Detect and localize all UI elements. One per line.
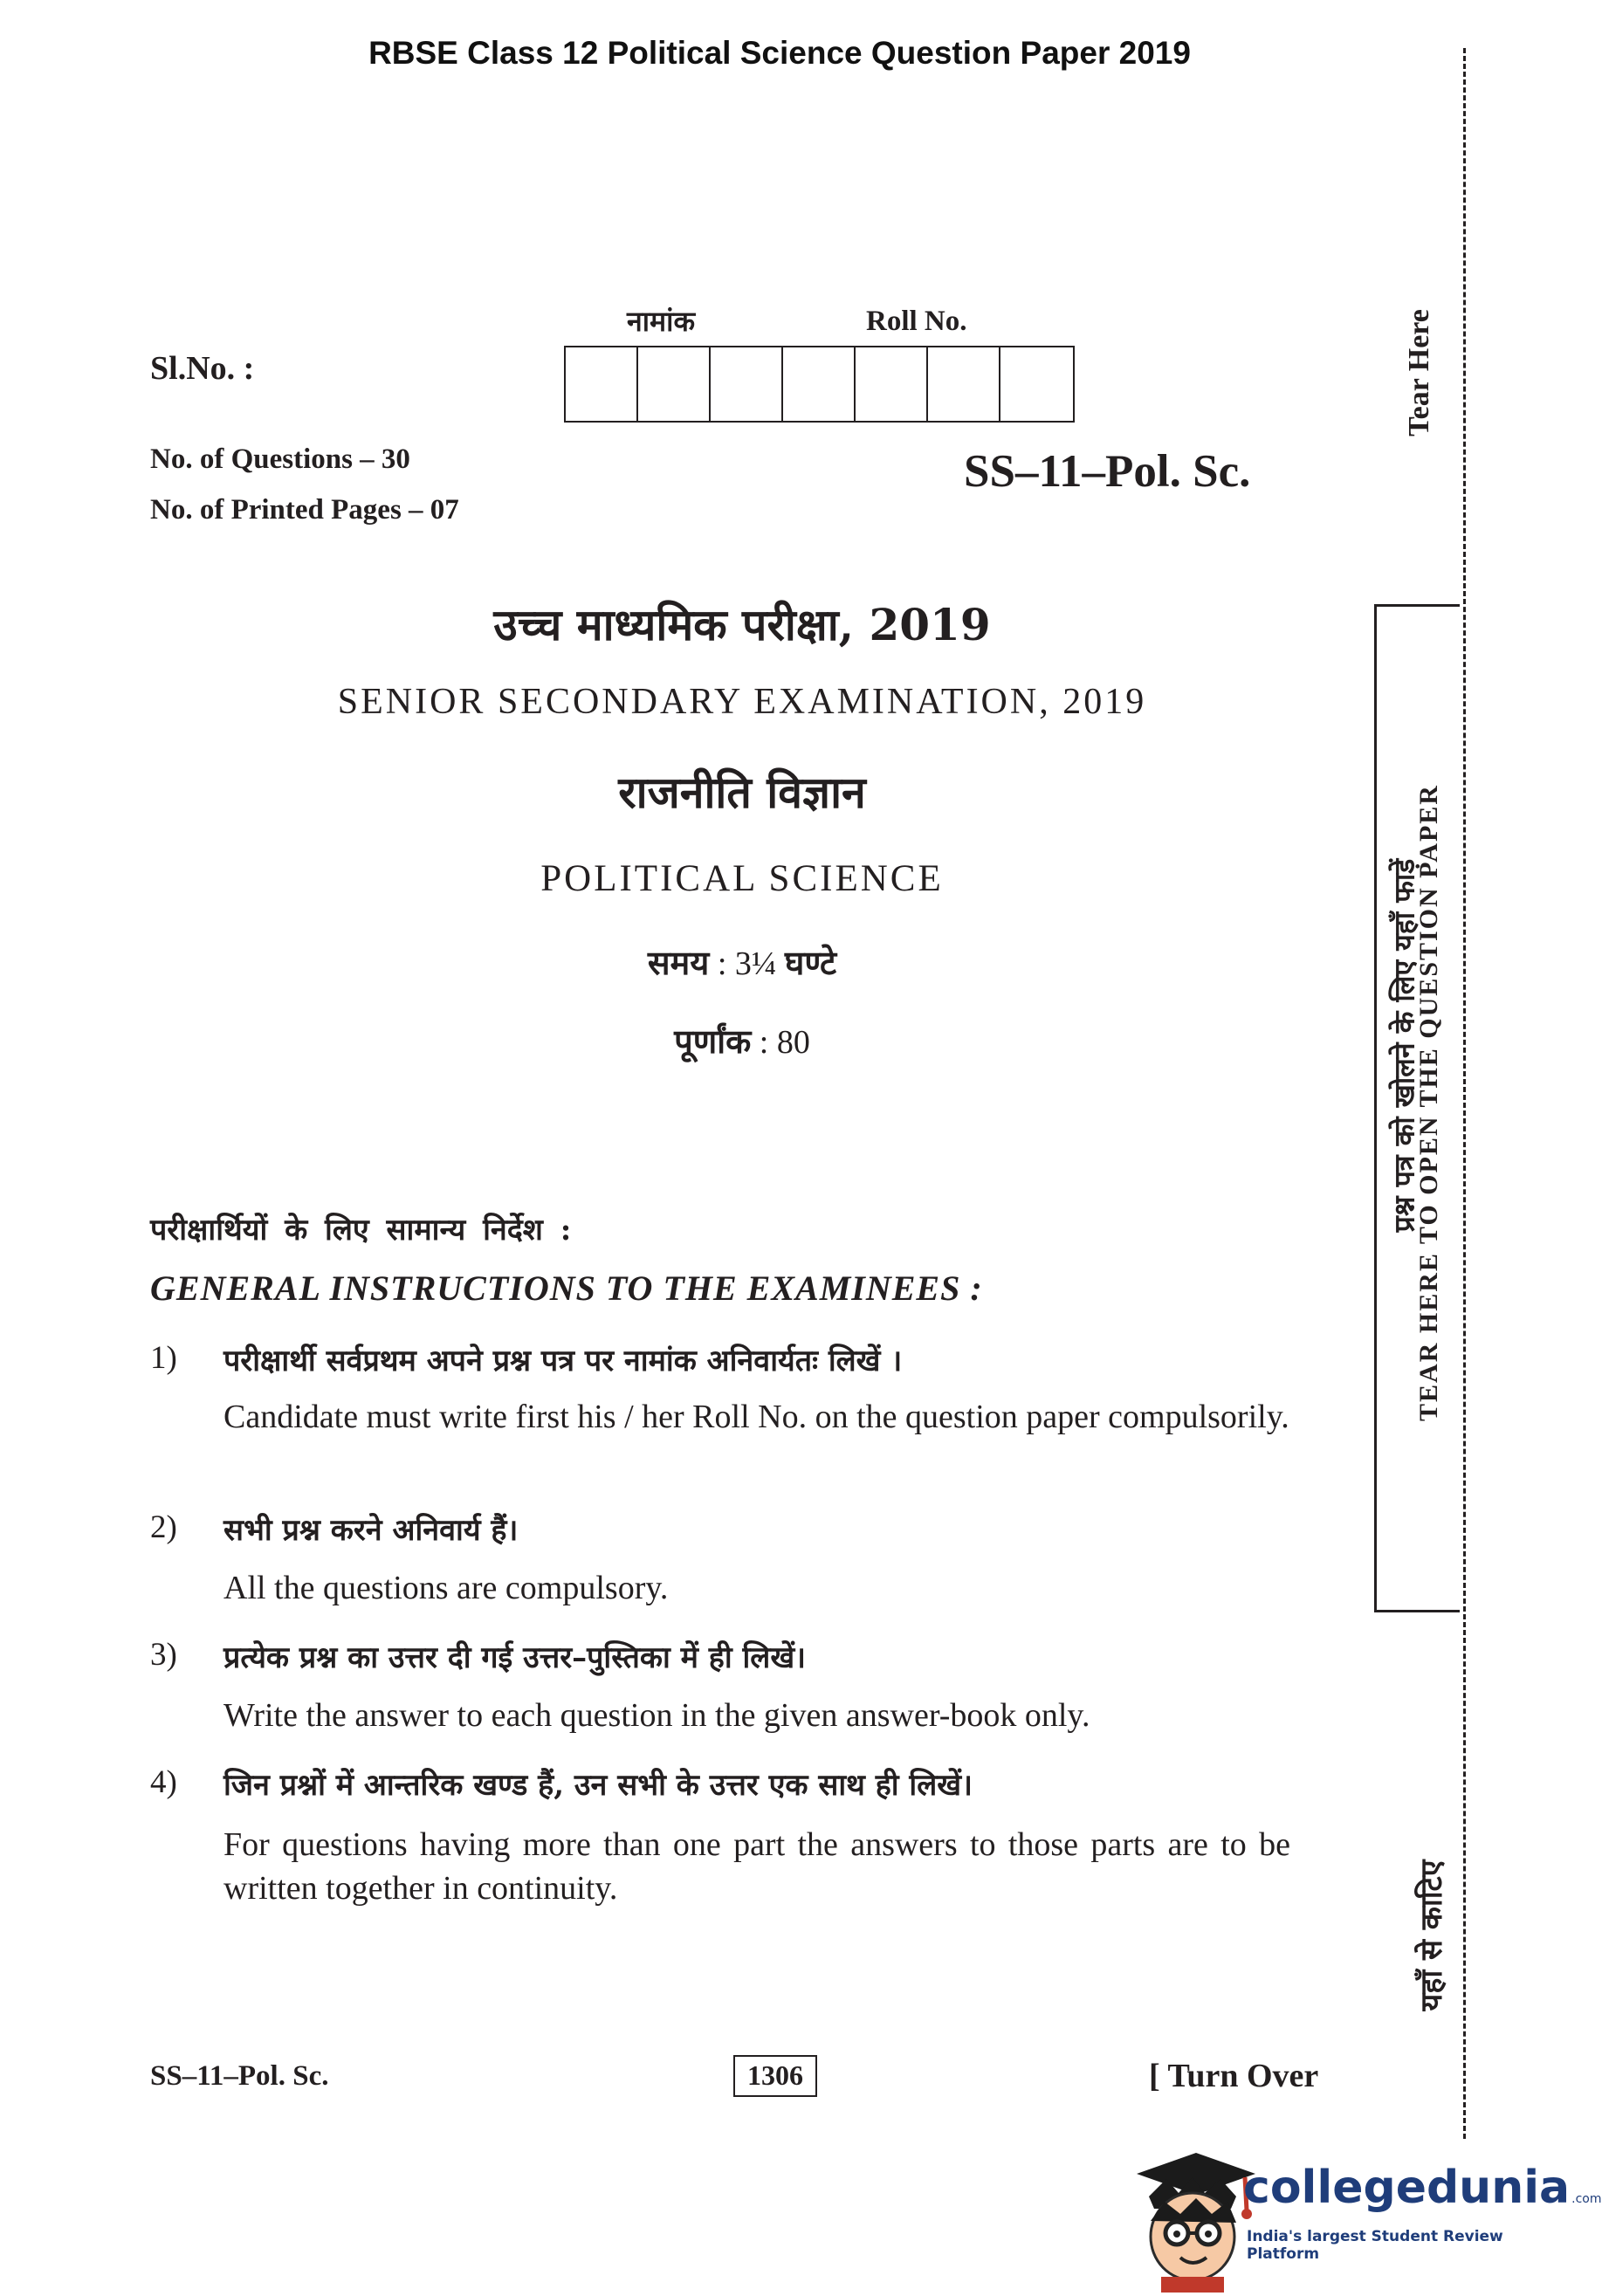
- instruction-english: For questions having more than one part the answers to those parts are to be written together in continuity.: [223, 1826, 1290, 1907]
- instruction-english: All the questions are compulsory.: [223, 1570, 669, 1606]
- roll-digit-box: [566, 347, 638, 421]
- instructions-heading-english: GENERAL INSTRUCTIONS TO THE EXAMINEES :: [150, 1268, 983, 1308]
- instruction-english: Candidate must write first his / her Roll No. on the question paper compulsorily.: [223, 1399, 1289, 1435]
- instruction-number: 4): [150, 1764, 177, 1800]
- footer-paper-code: SS–11–Pol. Sc.: [150, 2060, 329, 2092]
- marks-value: : 80: [751, 1024, 810, 1061]
- time-line: [0, 939, 1484, 985]
- tear-here-label: Tear Here: [1403, 309, 1435, 437]
- cut-here-label: यहाँ से काटिए: [1414, 1859, 1449, 2011]
- brand-suffix: .com: [1571, 2192, 1602, 2206]
- roll-digit-box: [1000, 347, 1073, 421]
- instruction-number: 1): [150, 1340, 177, 1376]
- exam-title-english: SENIOR SECONDARY EXAMINATION, 2019: [337, 682, 1147, 722]
- roll-number-boxes: [564, 346, 1075, 423]
- tear-instruction-hindi: प्रश्न पत्र को खोलने के लिए यहाँ फाड़ें: [1387, 858, 1421, 1233]
- instructions-heading-hindi: परीक्षार्थियों के लिए सामान्य निर्देश :: [150, 1213, 572, 1248]
- time-label: समय: [647, 943, 710, 982]
- instruction-hindi: परीक्षार्थी सर्वप्रथम अपने प्रश्न पत्र पर नामांक अनिवार्यतः लिखें ।: [223, 1344, 903, 1378]
- instruction-hindi: प्रत्येक प्रश्न का उत्तर दी गई उत्तर–पुस्तिका में ही लिखें।: [223, 1640, 807, 1675]
- marks-line: [0, 1018, 1484, 1063]
- roll-label-english: Roll No.: [866, 306, 967, 337]
- subject-title-english: POLITICAL SCIENCE: [540, 858, 944, 899]
- paper-code: SS–11–Pol. Sc.: [964, 446, 1251, 497]
- number-of-questions: No. of Questions – 30: [150, 443, 410, 475]
- instruction-english: Write the answer to each question in the given answer-book only.: [223, 1697, 1090, 1734]
- tear-instruction-english: TEAR HERE TO OPEN THE QUESTION PAPER: [1414, 784, 1443, 1421]
- instruction-number: 3): [150, 1637, 177, 1673]
- roll-digit-box: [783, 347, 856, 421]
- collegedunia-mascot-icon: [1135, 2146, 1257, 2293]
- cut-line: [1463, 48, 1466, 2139]
- roll-digit-box: [711, 347, 783, 421]
- number-of-pages: No. of Printed Pages – 07: [150, 494, 459, 526]
- brand-name: [1243, 2162, 1602, 2214]
- page-banner: RBSE Class 12 Political Science Question Paper 2019: [368, 35, 1191, 71]
- exam-title-hindi: उच्च माध्यमिक परीक्षा, 2019: [493, 599, 991, 650]
- roll-digit-box: [856, 347, 928, 421]
- instruction-hindi: सभी प्रश्न करने अनिवार्य हैं।: [223, 1513, 519, 1548]
- roll-digit-box: [928, 347, 1000, 421]
- brand-name-text: collegedunia: [1243, 2162, 1571, 2214]
- page-code: 1306: [733, 2055, 817, 2097]
- time-value: : 3¼: [709, 945, 785, 982]
- subject-title-hindi: राजनीति विज्ञान: [618, 766, 866, 818]
- roll-label-hindi: नामांक: [627, 305, 696, 338]
- brand-tagline: India's largest Student Review Platform: [1247, 2228, 1503, 2263]
- instruction-number: 2): [150, 1509, 177, 1545]
- marks-label: पूर्णांक: [674, 1021, 752, 1061]
- serial-number-label: Sl.No. :: [150, 350, 255, 387]
- roll-digit-box: [638, 347, 711, 421]
- turn-over-label: [ Turn Over: [1149, 2058, 1319, 2094]
- time-unit: घण्टे: [784, 943, 837, 982]
- instruction-hindi: जिन प्रश्नों में आन्तरिक खण्ड हैं, उन सभी के उत्तर एक साथ ही लिखें।: [223, 1768, 973, 1803]
